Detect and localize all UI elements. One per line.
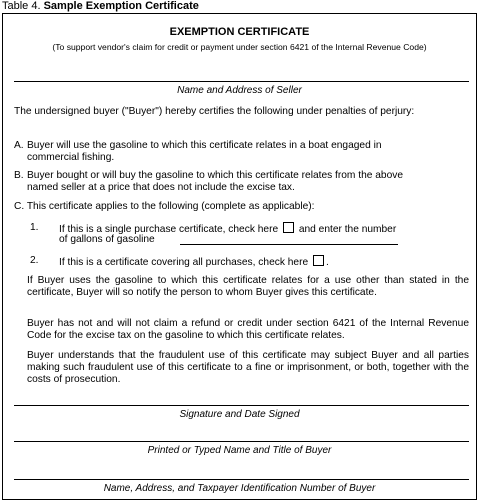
seller-field-label: Name and Address of Seller: [177, 85, 302, 96]
buyer-info-field-label: Name, Address, and Taxpayer Identification Number of Buyer: [103, 483, 376, 494]
seller-signature-line[interactable]: [14, 81, 469, 82]
item-b-line2: named seller at a price that does not include the excise tax.: [27, 182, 295, 193]
signature-field-label: Signature and Date Signed: [179, 409, 300, 420]
item-a-letter: A.: [14, 140, 24, 151]
all-purchases-checkbox[interactable]: [313, 255, 324, 266]
buyer-info-line[interactable]: [14, 479, 469, 480]
item-a-line1: Buyer will use the gasoline to which this certificate relates in a boat engaged in: [27, 140, 382, 151]
sub-item-1-number: 1.: [30, 222, 39, 233]
printed-name-line[interactable]: [14, 441, 469, 442]
item-c-text: C. This certificate applies to the following (complete as applicable):: [14, 201, 315, 212]
certificate-title: EXEMPTION CERTIFICATE: [169, 26, 310, 38]
sub-item-1-line2: of gallons of gasoline: [59, 234, 155, 245]
caption-title: Sample Exemption Certificate: [43, 0, 199, 12]
item-b-letter: B.: [14, 170, 24, 181]
intro-paragraph: The undersigned buyer ("Buyer") hereby certifies the following under penalties of perjury:: [14, 106, 415, 117]
fraud-warning-paragraph: Buyer understands that the fraudulent use of this certificate may subject Buyer and all parties making such fraudulent use of this certificate to a fine or imprisonment, or both, together with the costs of prosecution.: [27, 350, 469, 385]
caption-label: Table 4.: [2, 0, 41, 12]
certificate-subtitle: (To support vendor's claim for credit or payment under section 6421 of the Internal Revenue Code): [52, 42, 427, 52]
signature-line[interactable]: [14, 405, 469, 406]
gallons-input-line[interactable]: [180, 244, 398, 245]
sub-item-2-line: [59, 255, 329, 269]
sub-item-2-number: 2.: [30, 255, 39, 266]
sub-item-1-text-b: and enter the number: [298, 224, 397, 235]
table-caption: [2, 0, 199, 12]
printed-name-field-label: Printed or Typed Name and Title of Buyer: [147, 445, 332, 456]
single-purchase-checkbox[interactable]: [283, 222, 294, 233]
notify-paragraph: If Buyer uses the gasoline to which this certificate relates for a use other than stated in the certificate, Buyer will so notify the person to whom Buyer gives this certificate.: [27, 275, 469, 298]
sub-item-1-text-a: If this is a single purchase certificate, check here: [59, 224, 279, 235]
exemption-certificate-form: [2, 13, 477, 500]
sub-item-2-text: If this is a certificate covering all purchases, check here: [59, 257, 309, 268]
sub-item-2-end: .: [326, 257, 329, 268]
item-a-line2: commercial fishing.: [27, 152, 115, 163]
item-b-line1: Buyer bought or will buy the gasoline to which this certificate relates from the above: [27, 170, 404, 181]
refund-claim-paragraph: Buyer has not and will not claim a refund or credit under section 6421 of the Internal Revenue Code for the excise tax on the gasoline to which this certificate relates.: [27, 318, 469, 341]
